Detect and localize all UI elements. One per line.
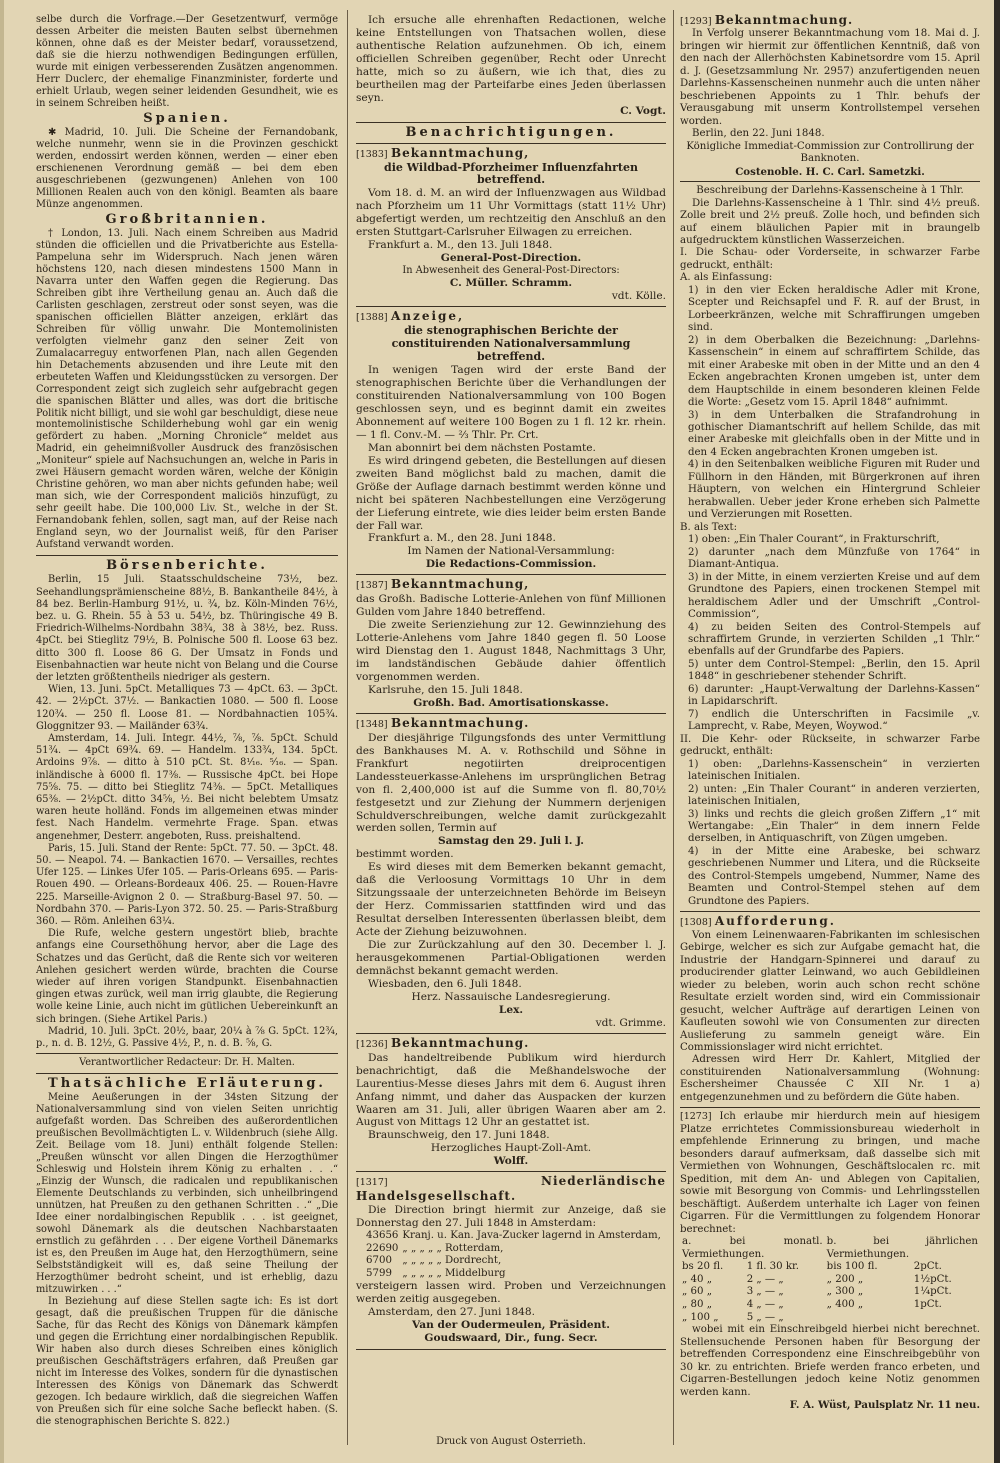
stock-report-amsterdam: Amsterdam, 14. Juli. Integr. 44½, ⅞, ⅞. 5pCt. Schuld 51¾. — 4pCt 69¾. 69. — Handelm. 133¾, 134. 5pCt. Ardoins 9⅞. — ditto à 510 pCt. St. 8¹⁄₁₆. ⁵⁄₁₆. — Span. inländische à 6000 fl. 17⅜. — Russische 4pCt. bei Hope 75⅝. 75. — ditto bei Stieglitz 74⅜. — 5pCt. Metalliques 65⅜. — 2½pCt. ditto 34⅝, ½. Bei nicht belebtem Umsatz waren heute holländ. Fonds im allgemeinen etwas minder fest. Nach Handelm. vermehrte Frage. Span. etwas angenehmer, Desterr. angeboten, Russ. preishaltend. bbox=[36, 732, 338, 842]
notice-number: [1308] bbox=[680, 917, 712, 929]
section-heading-great-britain: Großbritannien. bbox=[105, 211, 269, 227]
notice-subtitle: die Wildbad-Pforzheimer Influenzfahrten betreffend. bbox=[384, 160, 638, 187]
notice-1387 bbox=[356, 578, 666, 710]
notice-text-3: Es wird dringend gebeten, die Bestellungen auf diesen zweiten Band möglichst bald zu machen, damit die Größe der Auflage darnach bestimmt werden könne und nicht bei späteren Nachbestellungen eine Verzögerung der Lieferung eintrete, wie dies leider beim ersten Bande der Fall war. bbox=[356, 454, 666, 532]
list-item: 1) oben: „Darlehns-Kassenschein“ in verzierten lateinischen Initialen. bbox=[688, 758, 980, 783]
table-cell: „ 40 „ bbox=[682, 1273, 712, 1285]
notice-authority-2: Die Redactions-Commission. bbox=[425, 558, 597, 571]
notice-subtitle: das Großh. Badische Lotterie-Anlehen von fünf Millionen Gulden vom Jahre 1840 betreffend. bbox=[356, 593, 666, 619]
notice-1273 bbox=[680, 1111, 980, 1411]
table-cell: 22690 bbox=[366, 1242, 399, 1254]
description-heading: Beschreibung der Darlehns-Kassenscheine à 1 Thlr. bbox=[696, 185, 964, 197]
printer-imprint: Druck von August Osterrieth. bbox=[436, 1436, 586, 1447]
notice-text: In Verfolg unserer Bekanntmachung vom 18. Mai d. J. bringen wir hiermit zur öffentlichen Kenntniß, daß von den nach der Allerhöchsten Kabinetsordre vom 15. April d. J. (Gesetzsammlung Nr. 2957) anzufertigenden neuen Darlehns-Kassenscheinen nunmehr auch die unten näher beschriebenen Appoints zu 1 Thlr. behufs der Verausgabung mit unserm Kontrollstempel versehen worden. bbox=[680, 28, 980, 127]
table-cell: bis 100 fl. bbox=[826, 1261, 878, 1273]
text-heading: B. als Text: bbox=[680, 521, 738, 533]
notice-authority: Im Namen der National-Versammlung: bbox=[407, 545, 615, 558]
notice-text: Von einem Leinenwaaren-Fabrikanten im schlesischen Gebirge, welcher es sich zur Aufgabe gemacht hat, die Industrie der Handgarn-Spinnerei und darauf zu producirender glatter Leinwand, wo auch Gebildleinen wieder zu beleben, worin auch schon recht schöne Resultate erzielt worden sind, wird ein Commissionair gesucht, welcher Aufträge auf derartigen Leinen von Kaufleuten sowohl wie von Consumenten zur directen Auslieferung zu sammeln geneigt wäre. Ein Commissionslager wird nicht errichtet. bbox=[680, 929, 980, 1053]
table-cell: 1½pCt. bbox=[913, 1273, 952, 1285]
column-1 bbox=[36, 14, 338, 1428]
notice-text-2: Adressen wird Herr Dr. Kahlert, Mitglied der constituirenden Nationalversammlung (Wohnung: Eschersheimer Chaussée C XII Nr. 1 a) entgegenzunehmen und zu befördern die Güte haben. bbox=[680, 1054, 980, 1103]
notice-signatories: C. Müller. Schramm. bbox=[449, 277, 573, 290]
notice-title: Aufforderung. bbox=[714, 914, 836, 929]
notice-subtitle: die stenographischen Berichte der constituirenden Nationalversammlung betreffend. bbox=[391, 324, 631, 364]
notice-text-2: versteigern lassen wird. Proben und Verzeichnungen werden zeitig ausgegeben. bbox=[356, 1280, 666, 1306]
table-cell: „ 100 „ bbox=[682, 1311, 719, 1323]
divider bbox=[36, 1073, 338, 1074]
notice-number: [1387] bbox=[356, 580, 388, 592]
notice-authority: Herzogliches Haupt-Zoll-Amt. bbox=[430, 1142, 592, 1155]
table-cell bbox=[912, 1312, 980, 1325]
notice-authority: Großh. Bad. Amortisationskasse. bbox=[413, 696, 609, 709]
notice-authority: Königliche Immediat-Commission zur Controllirung der Banknoten. bbox=[686, 140, 974, 165]
table-cell: 6700 bbox=[366, 1255, 392, 1267]
notice-text-2: bestimmt worden. bbox=[356, 848, 454, 861]
stock-report-vienna: Wien, 13. Juni. 5pCt. Metalliques 73 — 4pCt. 63. — 3pCt. 42. — 2½pCt. 37½. — Bankactien 1080. — 500 fl. Loose 120¾. — 250 fl. Loose 81. — Nordbahnactien 105¾. Gloggnitzer 93. — Mailänder 63¾. bbox=[36, 684, 338, 732]
list-item: 4) in der Mitte eine Arabeske, bei schwarz geschriebenen Nummer und Litera, und die Rückseite des Control-Stempels umgebend, Nummer, Name des Beamten und Control-Stempel stehen auf dem Grundtone des Papiers. bbox=[688, 845, 980, 907]
divider bbox=[680, 181, 980, 182]
notice-title: Bekanntmachung, bbox=[390, 145, 530, 160]
back-side-heading: II. Die Kehr- oder Rückseite, in schwarzer Farbe gedruckt, enthält: bbox=[680, 733, 980, 758]
table-cell: „ 80 „ bbox=[682, 1298, 712, 1310]
stock-report-paris: Paris, 15. Juli. Stand der Rente: 5pCt. 77. 50. — 3pCt. 48. 50. — Neapol. 74. — Bankactien 1670. — Versailles, rechtes Ufer 125. — Linkes Ufer 105. — Paris-Orleans 695. — Paris-Rouen 490. — Orleans-Bordeaux 406. 25. — Rouen-Havre 225. Marseille-Avignon 2 0. — Straßburg-Basel 97. 50. — Nordbahn 370. — Paris-Lyon 372. 50. 25. — Paris-Straßburg 360. — Röm. Anleihen 63¼. bbox=[36, 842, 338, 927]
notice-title: Bekanntmachung. bbox=[390, 1035, 530, 1050]
section-heading-notices: Benachrichtigungen. bbox=[405, 124, 617, 140]
table-row bbox=[680, 1312, 980, 1325]
notice-date: Karlsruhe, den 15. Juli 1848. bbox=[368, 683, 523, 696]
notice-1308 bbox=[680, 915, 980, 1104]
column-separator-1 bbox=[347, 10, 348, 1445]
section-heading-spain: Spanien. bbox=[143, 110, 231, 126]
divider bbox=[680, 1107, 980, 1108]
table-row bbox=[680, 1274, 980, 1287]
table-cell: „ 60 „ bbox=[682, 1286, 712, 1298]
table-cell: „ „ „ „ „ Dordrecht, bbox=[402, 1255, 502, 1267]
table-cell: „ 300 „ bbox=[826, 1286, 864, 1298]
article-london: † London, 13. Juli. Nach einem Schreiben aus Madrid stünden die officiellen und die Privatberichte aus Estella-Pampeluna sehr im Widerspruch. Nach jenen wären höchstens 120, nach diesen mindestens 1500 Mann in Navarra unter den Waffen gegen die Regierung. Das Schreiben gibt ihre Vertheilung genau an. Auch daß die Carlisten geschlagen, zerstreut oder sonst seyen, was die spanischen officiellen Blätter anzeigen, erklärt das Schreiben für völlig unwahr. Die Montemolinisten verfolgten vielmehr ganz den seiner Zeit von Zumalacarreguy entworfenen Plan, nach allen Gegenden hin Detachements abzusenden und ihre Leute mit den erbeuteten Waffen und Kleidungsstücken zu versorgen. Der Correspondent zeigt sich zugleich sehr aufgebracht gegen die spanischen Blätter und alles, was dort die britische Politik nicht billigt, und sie wohl gar beschuldigt, diese neue montemolinistische Schilderhebung wohl gar ein wenig gefördert zu haben. „Morning Chronicle“ meldet aus Madrid, ein geheimnißvoller Ausdruck des französischen „Moniteur“ spiele auf Nachsuchungen an, welche in Paris in zwei Häusern gemacht worden wären, welche der Königin Christine gehören, wo man aber nichts gefunden habe; weil man sich, wie der Correspondent maliciös hinzufügt, zu sehr geeilt habe. Die 100,000 Liv. St., welche in der St. Fernandobank fehlen, sollen, sagt man, auf der Reise nach England seyn, wo der Journalist weiß, für den Pariser Aufstand verwandt worden. bbox=[36, 227, 338, 551]
notice-text: Die Direction bringt hiermit zur Anzeige, daß sie Donnerstag den 27. Juli 1848 in Amsterdam: bbox=[356, 1204, 666, 1230]
notice-number: [1388] bbox=[356, 312, 388, 324]
notice-number: [1273] bbox=[680, 1111, 712, 1123]
divider bbox=[356, 122, 666, 123]
table-row bbox=[680, 1299, 980, 1312]
front-side-heading: I. Die Schau- oder Vorderseite, in schwarzer Farbe gedruckt, enthält: bbox=[680, 247, 980, 271]
list-item: 7) endlich die Unterschriften in Facsimile „v. Lamprecht, v. Rabe, Meyen, Woywod.“ bbox=[688, 708, 980, 733]
notice-1317 bbox=[356, 1175, 666, 1345]
column-2 bbox=[356, 14, 666, 1354]
list-item: 4) in den Seitenbalken weibliche Figuren mit Ruder und Füllhorn in den Händen, mit Bürgerkronen auf ihren Häuptern, von welchen ein Hintergrund Schleier herabwallen. Ueber jeder Krone erheben sich Palmette und Verzierungen mit Rosetten. bbox=[688, 459, 980, 521]
notice-number: [1236] bbox=[356, 1038, 388, 1050]
notice-title: Niederländische Handelsgesellschaft. bbox=[356, 1174, 666, 1204]
editor-line: Verantwortlicher Redacteur: Dr. H. Malten. bbox=[79, 1057, 295, 1069]
notice-authority-note: In Abwesenheit des General-Post-Directors: bbox=[402, 265, 620, 277]
table-cell: 3 „ — „ bbox=[746, 1286, 784, 1298]
notice-1236 bbox=[356, 1037, 666, 1169]
table-row bbox=[364, 1230, 663, 1243]
notice-date: Frankfurt a. M., den 28. Juni 1848. bbox=[368, 532, 556, 545]
notice-1293 bbox=[680, 14, 980, 908]
list-item: 4) zu beiden Seiten des Control-Stempels auf schraffirtem Grunde, in verzierten Schilden „1 Thlr.“ ebenfalls auf der Grundfarbe des Papiers. bbox=[688, 621, 980, 658]
section-heading-clarification: Thatsächliche Erläuterung. bbox=[48, 1076, 326, 1092]
divider bbox=[36, 555, 338, 556]
notice-text-2: Man abonnirt bei dem nächsten Postamte. bbox=[368, 441, 596, 454]
notice-title: Bekanntmachung. bbox=[714, 13, 854, 27]
table-cell: 1 fl. 30 kr. bbox=[746, 1261, 800, 1273]
divider bbox=[356, 306, 666, 307]
notice-text-2: Die Darlehns-Kassenscheine à 1 Thlr. sind 4½ preuß. Zolle breit und 2½ preuß. Zolle hoch, und befinden sich auf einem bläulichen Papier mit in braungelb aufgedrucktem künstlichen Wasserzeichen. bbox=[680, 197, 980, 246]
table-cell: „ 200 „ bbox=[826, 1273, 864, 1285]
list-item: 1) in den vier Ecken heraldische Adler mit Krone, Scepter und Reichsapfel und F. R. auf der Brust, in Lorbeerkränzen, welche mit Schraffirungen umgeben sind. bbox=[688, 284, 980, 334]
notice-1383 bbox=[356, 147, 666, 304]
list-item: 1) oben: „Ein Thaler Courant“, in Frakturschrift, bbox=[688, 534, 940, 546]
notice-title: Bekanntmachung. bbox=[390, 715, 530, 730]
notice-text-3: Es wird dieses mit dem Bemerken bekannt gemacht, daß die Verloosung Vormittags 10 Uhr in dem Sitzungssaale der unterzeichneten Behörde im Beiseyn der Herz. Commissarien stattfinden wird und das Resultat derselben Interessenten überlassen bleibt, dem Acte der Ziehung beizuwohnen. bbox=[356, 861, 666, 939]
fee-table bbox=[680, 1236, 980, 1324]
divider bbox=[356, 143, 666, 144]
column-3 bbox=[680, 14, 980, 1411]
notice-number: [1348] bbox=[356, 718, 388, 730]
divider bbox=[680, 911, 980, 912]
notice-date: Wiesbaden, den 6. Juli 1848. bbox=[368, 977, 522, 990]
table-cell: 2pCt. bbox=[913, 1261, 942, 1273]
table-row bbox=[680, 1286, 980, 1299]
list-item: 3) links und rechts die gleich großen Ziffern „1“ mit Wertangabe: „Ein Thaler“ in dem innern Felde derselben, in Antiquaschrift, von Zügen umgeben. bbox=[688, 808, 980, 845]
section-heading-stock-reports: Börsenberichte. bbox=[106, 558, 268, 574]
notice-text: Vom 18. d. M. an wird der Influenzwagen aus Wildbad nach Pforzheim um 11 Uhr Vormittags (statt 11½ Uhr) abgefertigt werden, um rechtzeitig den Anschluß an den ersten Stuttgart-Carlsruher Eilwagen zu erreichen. bbox=[356, 187, 666, 239]
table-row bbox=[364, 1268, 663, 1281]
table-cell: Kranj. u. Kan. Java-Zucker lagernd in Amsterdam, bbox=[402, 1230, 661, 1242]
notice-signatory: Lex. bbox=[498, 1003, 524, 1016]
table-cell: bs 20 fl. bbox=[682, 1261, 724, 1273]
list-item: 3) in dem Unterbalken die Strafandrohung in gothischer Diamantschrift auf hellem Schilde, das mit einer Arabeske mit gleichfalls oben in der Mitte und in den 4 Ecken angebrachten Kronen umgeben ist. bbox=[688, 409, 980, 458]
notice-1388 bbox=[356, 310, 666, 571]
notice-text-4: Die zur Zurückzahlung auf den 30. December l. J. herausgekommenen Partial-Obligationen werden demnächst bekannt gemacht werden. bbox=[356, 939, 666, 977]
clarification-text-1: Meine Aeußerungen in der 34sten Sitzung der Nationalversammlung sind von vielen Seiten unrichtig aufgefaßt worden. Das Schreiben des außerordentlichen preußischen Bevollmächtigten L. v. Wildenbruch (siehe Allg. Zeit. Beilage vom 18. Juni) enthält folgende Stellen: „Preußen wünscht vor allen Dingen die Herzogthümer Schleswig und Holstein ihrem König zu erhalten . . .“ „Einzig der Wunsch, die radicalen und republikanischen Elemente Deutschlands zu verbinden, sich unheilbringend unnützen, hat Preußen zu den gethanen Schritten . .“ „Die Idee einer nordalbingischen Republik . . . ist geeignet, sowohl Dänemark als die deutschen Nachbarstaaten ernstlich zu gefährden . . . Der eigene Vortheil Dänemarks ist es, den Preußen im Auge hat, den Herzogthümern, seine Selbstständigkeit will es, daß seine Theilung der Herzogthümer bedroht scheint, und ist erheblig, dazu mitzuwirken . . .“ bbox=[36, 1092, 338, 1296]
table-cell: „ „ „ „ „ Rotterdam, bbox=[402, 1242, 504, 1254]
table-cell: „ 400 „ bbox=[826, 1298, 864, 1310]
article-madrid: ✱ Madrid, 10. Juli. Die Scheine der Fernandobank, welche nunmehr, wenn sie in die Provinzen geschickt werden, endossirt werden können, werden — einer eben erschienenen Verordnung gemäß — bei dem eben ausgeschriebenen (gezwungenen) Anlehen von 100 Millionen Realen auch von den königl. Beamten als baare Münze angenommen. bbox=[36, 126, 338, 210]
notice-number: [1317] bbox=[356, 1177, 388, 1189]
table-cell: 5 „ — „ bbox=[746, 1311, 784, 1323]
border-heading: A. als Einfassung: bbox=[680, 272, 773, 284]
list-item: 2) in dem Oberbalken die Bezeichnung: „Darlehns-Kassenschein“ in einem auf schraffirtem Schilde, das mit einer Arabeske mit oben in der Mitte und an den 4 Ecken angebrachten Kronen umgeben ist, unter dem dem Hauptschilde in einem besonderen kleinen Felde die Worte: „Gesetz vom 15. April 1848“ aufnimmt. bbox=[688, 334, 980, 409]
notice-authority: Herz. Nassauische Landesregierung. bbox=[411, 990, 611, 1003]
divider bbox=[356, 1033, 666, 1034]
notice-signature: F. A. Wüst, Paulsplatz Nr. 11 neu. bbox=[789, 1398, 980, 1411]
table-row bbox=[364, 1243, 663, 1256]
notice-signatory-2: Goudswaard, Dir., fung. Secr. bbox=[424, 1332, 598, 1345]
notice-1348 bbox=[356, 717, 666, 1030]
notice-date: Frankfurt a. M., den 13. Juli 1848. bbox=[368, 239, 553, 252]
stock-report-berlin: Berlin, 15 Juli. Staatsschuldscheine 73½, bez. Seehandlungsprämienscheine 88½, B. Bankantheile 84½, à 84 bez. Berlin-Hamburg 91½, u. ¾, bz. Köln-Minden 76½, bez. u. G. Rhein. 55 à 53 u. 54½, bz. Thüringische 49 B. Friedrich-Wilhelms-Nordbahn 38¾, 38 à 38½, bez. Russ. 4pCt. bei Stieglitz 79½, B. Polnische 500 fl. Loose 63 bez. ditto 300 fl. Loose 86 G. Der Umsatz in Fonds und Eisenbahnactien war heute nicht von Belang und die Course der letzten größtentheils niedriger als gestern. bbox=[36, 574, 338, 683]
notice-date: Amsterdam, den 27. Juni 1848. bbox=[368, 1306, 536, 1319]
stock-report-paris-note: Die Rufe, welche gestern ungestört blieb, brachte anfangs eine Coursethöhung hervor, aber die Lage des Schatzes und das Gerücht, daß die Rente sich vor weiteren Anlehen gesichert werden würde, brachten die Course wieder auf ihren vorigen Standpunkt. Eisenbahnactien gingen etwas zurück, weil man irrig glaubte, die Regierung wolle keine Linie, auch nicht im gütlichen Uebereinkunft an sich bringen. (Siehe Artikel Paris.) bbox=[36, 928, 338, 1025]
notice-vdt: vdt. Kölle. bbox=[611, 290, 666, 303]
table-cell: 43656 bbox=[366, 1230, 399, 1242]
notice-signatory: Wolff. bbox=[493, 1155, 529, 1168]
vogt-signature: C. Vogt. bbox=[620, 104, 666, 117]
notice-date-term: Samstag den 29. Juli l. J. bbox=[438, 835, 584, 848]
table-cell: 1¼pCt. bbox=[913, 1286, 952, 1298]
vogt-statement: Ich ersuche alle ehrenhaften Redactionen, welche keine Entstellungen von Thatsachen wollen, diese authentische Relation aufzunehmen. Ob ich, einem officiellen Schreiben gegenüber, Recht oder Unrecht hatte, mich so zu äußern, wie ich that, dies zu beurtheilen mag der Parteifarbe eines Jeden überlassen seyn. bbox=[356, 14, 666, 104]
notice-number: [1383] bbox=[356, 148, 388, 160]
list-item: 6) darunter: „Haupt-Verwaltung der Darlehns-Kassen“ in Lapidarschrift. bbox=[688, 683, 980, 708]
notice-title: Anzeige, bbox=[390, 309, 465, 324]
table-cell: „ „ „ „ „ Middelburg bbox=[402, 1267, 506, 1279]
list-item: 2) unten: „Ein Thaler Courant“ in anderen verzierten, lateinischen Initialen, bbox=[688, 783, 980, 808]
table-header: b. bei jährlichen Vermiethungen. bbox=[826, 1236, 978, 1260]
divider bbox=[356, 1349, 666, 1350]
notice-number: [1293] bbox=[680, 16, 712, 27]
back-side-list bbox=[680, 759, 980, 909]
page-left-edge bbox=[0, 0, 4, 1463]
text-list bbox=[680, 534, 980, 734]
notice-text-2: wobei mit ein Einschreibgeld hierbei nicht berechnet. Stellensuchende Personen haben für Besorgung der betreffenden Correspondenz eine Einschreibgebühr von 30 kr. zu entrichten. Briefe werden franco erbeten, und Cigarren-Bestellungen jedoch keine Notiz genommen werden kann. bbox=[680, 1324, 980, 1398]
column-separator-2 bbox=[673, 10, 674, 1445]
table-cell: 2 „ — „ bbox=[746, 1273, 784, 1285]
page-right-edge bbox=[994, 0, 1000, 1463]
notice-title: Bekanntmachung, bbox=[390, 577, 530, 592]
notice-signatory-1: Van der Oudermeulen, Präsident. bbox=[412, 1319, 610, 1332]
notice-text: Ich erlaube mir hierdurch mein auf hiesigem Platze errichtetes Commissionsbureau wiederholt in empfehlende Erinnerung zu bringen, und mache besonders darauf aufmerksam, daß dasselbe sich mit Vermiethen von Wohnungen, Geschäftslocalen rc. mit Spedition, mit dem An- und Ablegen von Capitalien, sowie mit Besorgung von Commis- und Lehrlingsstellen beschäftigt. Außerdem unterhalte ich Lager von feinen Cigarren. Für die Vermittlungen zu folgendem Honorar berechnet: bbox=[680, 1111, 981, 1235]
table-cell: 4 „ — „ bbox=[746, 1298, 784, 1310]
notice-text: Das handeltreibende Publikum wird hierdurch benachrichtigt, daß die Meßhandelswoche der Laurentius-Messe dieses Jahrs mit dem 6. August ihren Anfang nimmt, und daher das Auspacken der kurzen Waaren am 31. Juli, aller übrigen Waaren aber am 2. August von Mittags 12 Uhr an gestattet ist. bbox=[356, 1051, 666, 1129]
list-item: 2) darunter „nach dem Münzfuße von 1764“ in Diamant-Antiqua. bbox=[688, 546, 980, 571]
border-list bbox=[680, 285, 980, 522]
list-item: 3) in der Mitte, in einem verzierten Kreise und auf dem Grundtone des Papiers, einen trockenen Stempel mit heraldischem Adler und der Umschrift „Control-Commission“, bbox=[688, 571, 980, 621]
notice-text: In wenigen Tagen wird der erste Band der stenographischen Berichte über die Verhandlungen der constituirenden Nationalversammlung von 100 Bogen geschlossen seyn, und es beginnt damit ein zweites Abonnement auf weitere 100 Bogen zu 1 fl. 12 kr. rhein. — 1 fl. Conv.-M. — ⅔ Thlr. Pr. Crt. bbox=[356, 364, 666, 441]
table-header-row bbox=[680, 1236, 980, 1261]
divider bbox=[36, 1053, 338, 1054]
notice-authority: General-Post-Direction. bbox=[440, 252, 582, 265]
stock-report-madrid: Madrid, 10. Juli. 3pCt. 20½, baar, 20¼ à ⅞ G. 5pCt. 12¾, p., n. d. B. 12½, G. Passive 4½, P., n. d. B. ⅝, G. bbox=[36, 1025, 338, 1050]
clarification-text-2: In Beziehung auf diese Stellen sagte ich: Es ist dort gesagt, daß die preußischen Truppen für die dänische Sache, für das Recht des Königs von Dänemark kämpfen und gegen die Errichtung einer nordalbingischen Republik. Wir haben also durch dieses Schreiben eines königlich preußischen Geschäftsträgers erfahren, daß Preußen gar nicht im Interesse des Volkes, sondern für die dynastischen Interessen des Königs von Dänemark das Schwerdt gezogen. Ich bedaure wirklich, daß die siegreichen Waffen von Preußen sich für eine solche Sache befleckt haben. (S. die stenographischen Berichte S. 822.) bbox=[36, 1296, 338, 1427]
list-item: 5) unter dem Control-Stempel: „Berlin, den 15. April 1848“ in geschriebener stehender Schrift. bbox=[688, 658, 980, 683]
table-cell bbox=[825, 1312, 912, 1325]
divider bbox=[356, 574, 666, 575]
divider bbox=[356, 713, 666, 714]
table-row bbox=[680, 1261, 980, 1274]
notice-vdt: vdt. Grimme. bbox=[595, 1016, 666, 1029]
notice-signatories: Costenoble. H. C. Carl. Sametzki. bbox=[735, 165, 925, 178]
table-header: a. bei monatl. Vermiethungen. bbox=[682, 1236, 823, 1260]
notice-text: Die zweite Serienziehung zur 12. Gewinnziehung des Lotterie-Anlehens vom Jahre 1840 gegen fl. 50 Loose wird Dienstag den 1. August 1848, Nachmittags 3 Uhr, im landständischen Gebäude dahier öffentlich vorgenommen werden. bbox=[356, 619, 666, 683]
table-cell: 1pCt. bbox=[913, 1298, 942, 1310]
divider bbox=[356, 1171, 666, 1172]
notice-date: Braunschweig, den 17. Juni 1848. bbox=[368, 1129, 550, 1142]
notice-text: Der diesjährige Tilgungsfonds des unter Vermittlung des Bankhauses M. A. v. Rothschild und Söhne in Frankfurt negotiirten dreiprocentigen Landessteuerkasse-Anlehens im ursprünglichen Betrag von fl. 2,400,000 ist auf die Summe von fl. 80,70½ festgesetzt und zur Ziehung der Nummern derjenigen Schuldverschreibungen, welche damit zurückgezahlt werden sollen, Termin auf bbox=[356, 731, 666, 835]
notice-date: Berlin, den 22. Juni 1848. bbox=[692, 128, 825, 140]
article-intro: selbe durch die Vorfrage.—Der Gesetzentwurf, vermöge dessen Arbeiter die meisten Bauten selbst übernehmen können, ohne daß es der Meister bedarf, voraussetzend, daß sie die hierzu nothwendigen Bedingungen erfüllen, wurde mit einigen verbesserenden Zusätzen angenommen. Herr Duclerc, der ehemalige Finanzminister, forderte und erhielt Urlaub, wegen seiner leidenden Gesundheit, wie es in seinem Schreiben heißt. bbox=[36, 14, 338, 109]
sugar-lots-table bbox=[364, 1230, 663, 1280]
table-cell: 5799 bbox=[366, 1267, 392, 1279]
table-row bbox=[364, 1255, 663, 1268]
